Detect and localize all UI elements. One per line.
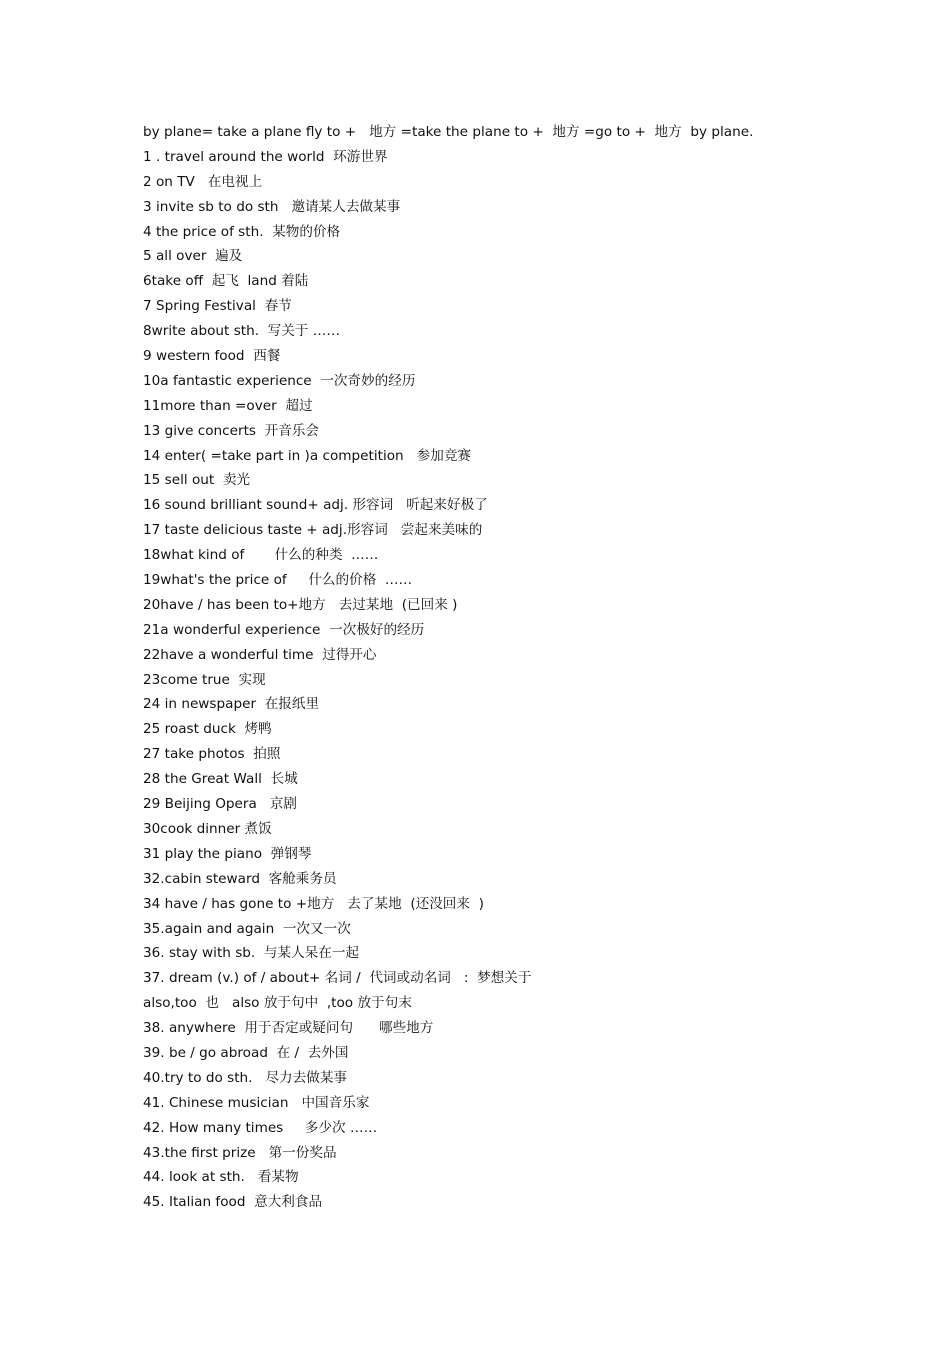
vocab-entry: 23come true 实现 bbox=[143, 671, 266, 688]
vocab-entry: 3 invite sb to do sth 邀请某人去做某事 bbox=[143, 198, 401, 215]
vocab-entry: 8write about sth. 写关于 …… bbox=[143, 323, 340, 340]
vocab-entry: 41. Chinese musician 中国音乐家 bbox=[143, 1094, 370, 1111]
vocab-entry: 36. stay with sb. 与某人呆在一起 bbox=[143, 945, 360, 962]
vocab-entry: 11more than =over 超过 bbox=[143, 397, 313, 414]
vocab-entry: 22have a wonderful time 过得开心 bbox=[143, 646, 377, 663]
vocab-entry: 15 sell out 卖光 bbox=[143, 472, 251, 489]
vocab-entry: 25 roast duck 烤鸭 bbox=[143, 721, 272, 738]
vocab-entry: 21a wonderful experience 一次极好的经历 bbox=[143, 621, 425, 638]
vocab-entry: 9 western food 西餐 bbox=[143, 348, 281, 365]
intro-line: by plane= take a plane fly to + 地方 =take the plane to + 地方 =go to + 地方 by plane. bbox=[143, 124, 754, 140]
vocab-entry: 44. look at sth. 看某物 bbox=[143, 1169, 299, 1186]
vocab-entry: 34 have / has gone to +地方 去了某地 (还没回来 ) bbox=[143, 895, 484, 912]
vocab-entry: 31 play the piano 弹钢琴 bbox=[143, 845, 312, 862]
vocab-entry: 7 Spring Festival 春节 bbox=[143, 298, 292, 315]
vocab-entry: 17 taste delicious taste + adj.形容词 尝起来美味的 bbox=[143, 522, 483, 539]
vocab-entry: 10a fantastic experience 一次奇妙的经历 bbox=[143, 372, 416, 389]
vocab-entry: 38. anywhere 用于否定或疑问句 哪些地方 bbox=[143, 1020, 434, 1037]
vocab-entry: 35.again and again 一次又一次 bbox=[143, 920, 351, 937]
vocab-entry: 39. be / go abroad 在 / 去外国 bbox=[143, 1044, 349, 1061]
vocab-entry: 45. Italian food 意大利食品 bbox=[143, 1194, 323, 1211]
vocab-entry: 16 sound brilliant sound+ adj. 形容词 听起来好极了 bbox=[143, 497, 488, 514]
vocab-entry: 29 Beijing Opera 京剧 bbox=[143, 796, 297, 813]
vocab-entry: 4 the price of sth. 某物的价格 bbox=[143, 223, 341, 240]
vocab-entry: 37. dream (v.) of / about+ 名词 / 代词或动名词 : 梦想关于 bbox=[143, 970, 532, 987]
vocab-entry: 13 give concerts 开音乐会 bbox=[143, 422, 320, 439]
vocab-entry: 42. How many times 多少次 …… bbox=[143, 1119, 378, 1136]
vocab-entry: 19what's the price of 什么的价格 …… bbox=[143, 572, 413, 589]
vocab-entry: 43.the first prize 第一份奖品 bbox=[143, 1144, 337, 1161]
vocab-entry: 1 . travel around the world 环游世界 bbox=[143, 148, 388, 165]
vocab-entry: 6take off 起飞 land 着陆 bbox=[143, 273, 309, 290]
vocabulary-list bbox=[143, 120, 903, 1215]
vocab-entry: 2 on TV 在电视上 bbox=[143, 173, 263, 190]
vocab-entry: also,too 也 also 放于句中 ,too 放于句末 bbox=[143, 995, 412, 1012]
vocab-entry: 14 enter( =take part in )a competition 参加竞赛 bbox=[143, 447, 472, 464]
vocab-entry: 28 the Great Wall 长城 bbox=[143, 771, 298, 788]
vocab-entry: 27 take photos 拍照 bbox=[143, 746, 281, 763]
vocab-entry: 5 all over 遍及 bbox=[143, 248, 243, 265]
vocab-entry: 18what kind of 什么的种类 …… bbox=[143, 547, 379, 564]
vocab-entry: 40.try to do sth. 尽力去做某事 bbox=[143, 1069, 348, 1086]
vocab-entry: 30cook dinner 煮饭 bbox=[143, 820, 272, 837]
vocab-entry: 20have / has been to+地方 去过某地 (已回来 ) bbox=[143, 596, 458, 613]
vocab-entry: 32.cabin steward 客舱乘务员 bbox=[143, 870, 337, 887]
vocab-entry: 24 in newspaper 在报纸里 bbox=[143, 696, 320, 713]
